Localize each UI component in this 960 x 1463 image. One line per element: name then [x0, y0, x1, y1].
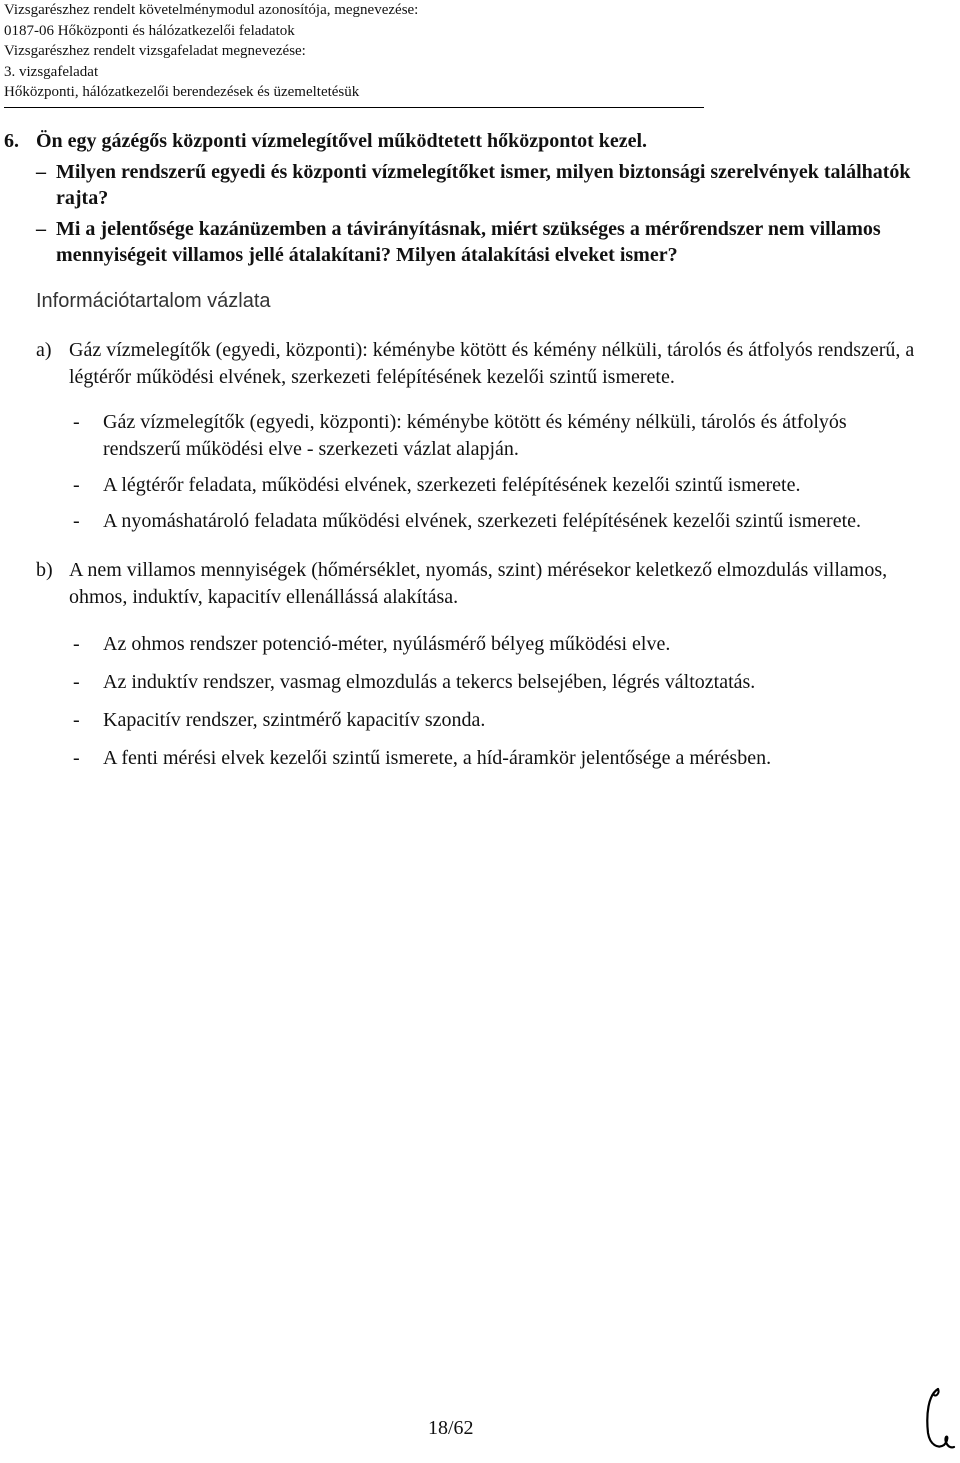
bullet-marker: - — [73, 411, 80, 433]
list-item — [3, 631, 916, 658]
task-question-text: Mi a jelentősége kazánüzemben a távirányításnak, miért szükséges a mérőrendszer nem villamos mennyiségeit villamos jellé átalakítani? Milyen átalakítási elveket ismer? — [56, 218, 881, 266]
bullet-marker: - — [73, 474, 80, 496]
bullet-marker: - — [73, 747, 80, 769]
task-statement — [4, 128, 934, 268]
section-letter: b) — [36, 559, 53, 581]
list-item-text: Gáz vízmelegítők (egyedi, központi): kéménybe kötött és kémény nélküli, tárolós és átfolyós rendszerű működési elve - szerkezeti vázlat alapján. — [103, 411, 847, 460]
list-item — [3, 472, 916, 499]
list-item-text: Az induktív rendszer, vasmag elmozdulás a tekercs belsejében, légrés változtatás. — [103, 671, 756, 693]
list-item-text: A nyomáshatároló feladata működési elvének, szerkezeti felépítésének kezelői szintű ismerete. — [103, 510, 862, 532]
list-item — [3, 409, 916, 463]
section-text: A nem villamos mennyiségek (hőmérséklet, nyomás, szint) mérésekor keletkező elmozdulás villamos, ohmos, induktív, kapacitív ellenállássá alakítása. — [69, 559, 888, 608]
header-line: 0187-06 Hőközponti és hálózatkezelői feladatok — [4, 22, 295, 39]
task-question — [4, 216, 934, 268]
header-line: Vizsgarészhez rendelt követelménymodul azonosítója, megnevezése: — [4, 2, 419, 18]
page-header — [4, 0, 704, 108]
bullet-marker: - — [73, 709, 80, 731]
list-item — [3, 745, 916, 772]
list-item — [3, 669, 916, 696]
outline-content — [36, 337, 916, 772]
task-title: Ön egy gázégős központi vízmelegítővel működtetett hőközpontot kezel. — [36, 130, 648, 152]
list-item-text: A fenti mérési elvek kezelői szintű ismerete, a híd-áramkör jelentősége a mérésben. — [103, 747, 772, 769]
header-line: Hőközponti, hálózatkezelői berendezések és üzemeltetésük — [4, 84, 360, 100]
list-item-text: Kapacitív rendszer, szintmérő kapacitív szonda. — [103, 709, 486, 731]
bullet-marker: - — [73, 671, 80, 693]
list-item — [3, 707, 916, 734]
list-item — [3, 508, 916, 535]
section-a — [36, 337, 916, 535]
header-divider — [4, 107, 704, 108]
signature-mark — [918, 1385, 958, 1455]
list-item-text: Az ohmos rendszer potenció-méter, nyúlásmérő bélyeg működési elve. — [103, 633, 671, 655]
header-line: 3. vizsgafeladat — [4, 63, 99, 80]
task-number: 6. — [4, 130, 19, 152]
dash-marker: – — [36, 161, 46, 183]
page-number: 18/62 — [428, 1417, 474, 1439]
list-item-text: A légtérőr feladata, működési elvének, szerkezeti felépítésének kezelői szintű ismerete. — [103, 474, 801, 496]
bullet-marker: - — [73, 633, 80, 655]
section-text: Gáz vízmelegítők (egyedi, központi): kéménybe kötött és kémény nélküli, tárolós és átfolyós rendszerű, a légtérőr működési elvének, szerkezeti felépítésének kezelői szintű ismerete. — [69, 339, 915, 388]
bullet-marker: - — [73, 510, 80, 532]
bullet-list — [36, 631, 916, 772]
dash-marker: – — [36, 218, 46, 240]
section-b — [36, 557, 916, 772]
bullet-list — [36, 409, 916, 535]
task-question — [4, 159, 934, 211]
header-line: Vizsgarészhez rendelt vizsgafeladat megnevezése: — [4, 43, 306, 59]
section-letter: a) — [36, 339, 52, 361]
outline-heading: Információtartalom vázlata — [36, 290, 271, 312]
task-question-text: Milyen rendszerű egyedi és központi vízmelegítőket ismer, milyen biztonsági szerelvények találhatók rajta? — [56, 161, 911, 209]
